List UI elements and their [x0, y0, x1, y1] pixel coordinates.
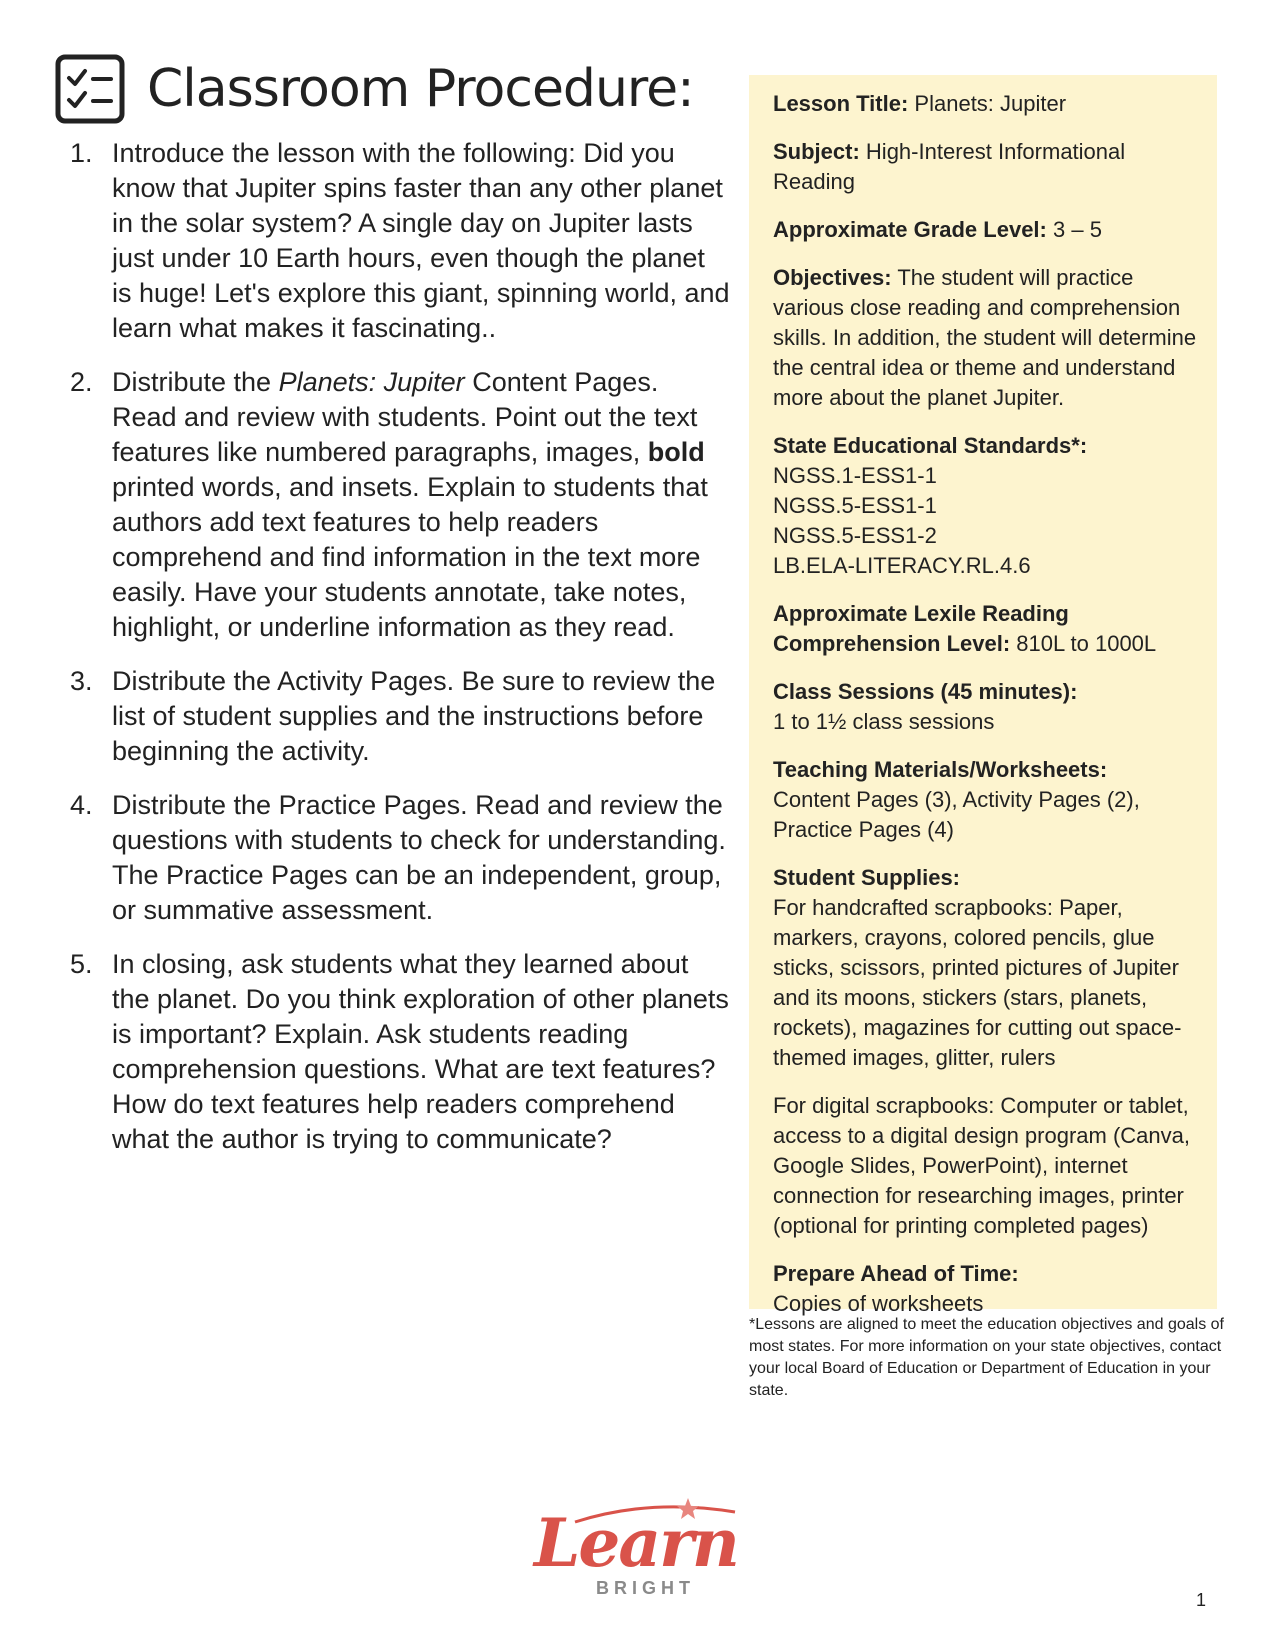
standard-item: LB.ELA-LITERACY.RL.4.6 [773, 553, 1031, 578]
step-text: Distribute the Activity Pages. Be sure to review the list of student supplies and the instructions before beginning the activity. [112, 666, 716, 766]
lexile-label: Approximate Lexile Reading Comprehension Level: [773, 601, 1069, 656]
step-text: printed words, and insets. Explain to students that authors add text features to help readers comprehend and find information in the text more easily. Have your students annotate, take notes, highlight, or underline information as they read. [112, 472, 708, 642]
step-bold-word: bold [647, 437, 705, 467]
procedure-list [70, 136, 730, 1176]
step-text: Introduce the lesson with the following: Did you know that Jupiter spins faster than any other planet in the solar system? A single day on Jupiter lasts just under 10 Earth hours, even though the planet is huge! Let's explore this giant, spinning world, and learn what makes it fascinating.. [112, 138, 730, 343]
materials-row [773, 755, 1201, 845]
page-header [55, 54, 694, 124]
learn-bright-logo [530, 1496, 740, 1606]
step-italic-title: Planets: Jupiter [278, 367, 465, 397]
standard-item: NGSS.5-ESS1-1 [773, 493, 937, 518]
supplies-digital-row [773, 1091, 1201, 1241]
grade-row [773, 215, 1201, 245]
objectives-row [773, 263, 1201, 413]
subject-label: Subject: [773, 139, 860, 164]
procedure-step [70, 365, 730, 645]
step-number: 3. [70, 666, 93, 696]
step-number: 1. [70, 138, 93, 168]
step-text: Distribute the [112, 367, 279, 397]
procedure-step [70, 788, 730, 928]
standard-item: NGSS.5-ESS1-2 [773, 523, 937, 548]
standard-item: NGSS.1-ESS1-1 [773, 463, 937, 488]
prepare-row [773, 1259, 1201, 1319]
supplies-label: Student Supplies: [773, 865, 960, 890]
materials-value: Content Pages (3), Activity Pages (2), Practice Pages (4) [773, 787, 1140, 842]
objectives-label: Objectives: [773, 265, 892, 290]
procedure-step [70, 664, 730, 769]
standards-footnote: *Lessons are aligned to meet the education objectives and goals of most states. For more information on your state objectives, contact your local Board of Education or Department of Education in your state. [749, 1316, 1224, 1399]
lexile-value: 810L to 1000L [1016, 631, 1157, 656]
step-number: 2. [70, 367, 93, 397]
standards-label: State Educational Standards*: [773, 433, 1088, 458]
logo-subtitle: BRIGHT [596, 1578, 695, 1598]
logo-word: Learn [534, 1504, 738, 1582]
supplies-row [773, 863, 1201, 1073]
step-text: Content Pages. Read and review with students. Point out the text features like numbered paragraphs, images, [112, 367, 698, 467]
page-title: Classroom Procedure: [147, 59, 694, 119]
grade-value: 3 – 5 [1053, 217, 1102, 242]
lesson-title-row [773, 89, 1201, 119]
checklist-icon [55, 54, 125, 124]
supplies-digital: For digital scrapbooks: Computer or tablet, access to a digital design program (Canva, Google Slides, PowerPoint), internet connection for researching images, printer (optional for printing completed pages) [773, 1093, 1190, 1238]
lesson-info-box [749, 75, 1217, 1316]
sessions-row [773, 677, 1201, 737]
materials-label: Teaching Materials/Worksheets: [773, 757, 1108, 782]
prepare-value: Copies of worksheets [773, 1291, 984, 1316]
standards-row [773, 431, 1201, 581]
lexile-row [773, 599, 1201, 659]
procedure-step [70, 947, 730, 1157]
sessions-value: 1 to 1½ class sessions [773, 709, 995, 734]
step-text: In closing, ask students what they learned about the planet. Do you think exploration of other planets is important? Explain. Ask students reading comprehension questions. What are text features? How do text features help readers comprehend what the author is trying to communicate? [112, 949, 729, 1154]
page-number: 1 [1196, 1590, 1207, 1610]
subject-value: High-Interest Informational Reading [773, 139, 1126, 194]
objectives-value: The student will practice various close reading and comprehension skills. In addition, the student will determine the central idea or theme and understand more about the planet Jupiter. [773, 265, 1197, 410]
prepare-label: Prepare Ahead of Time: [773, 1261, 1019, 1286]
procedure-step [70, 136, 730, 346]
supplies-handcrafted: For handcrafted scrapbooks: Paper, markers, crayons, colored pencils, glue sticks, scissors, printed pictures of Jupiter and its moons, stickers (stars, planets, rockets), magazines for cutting out space-themed images, glitter, rulers [773, 895, 1182, 1070]
step-text: Distribute the Practice Pages. Read and review the questions with students to check for understanding. The Practice Pages can be an independent, group, or summative assessment. [112, 790, 726, 925]
sessions-label: Class Sessions (45 minutes): [773, 679, 1078, 704]
lesson-title-label: Lesson Title: [773, 91, 909, 116]
step-number: 4. [70, 790, 93, 820]
lesson-title-value: Planets: Jupiter [914, 91, 1067, 116]
grade-label: Approximate Grade Level: [773, 217, 1047, 242]
step-number: 5. [70, 949, 93, 979]
subject-row [773, 137, 1201, 197]
